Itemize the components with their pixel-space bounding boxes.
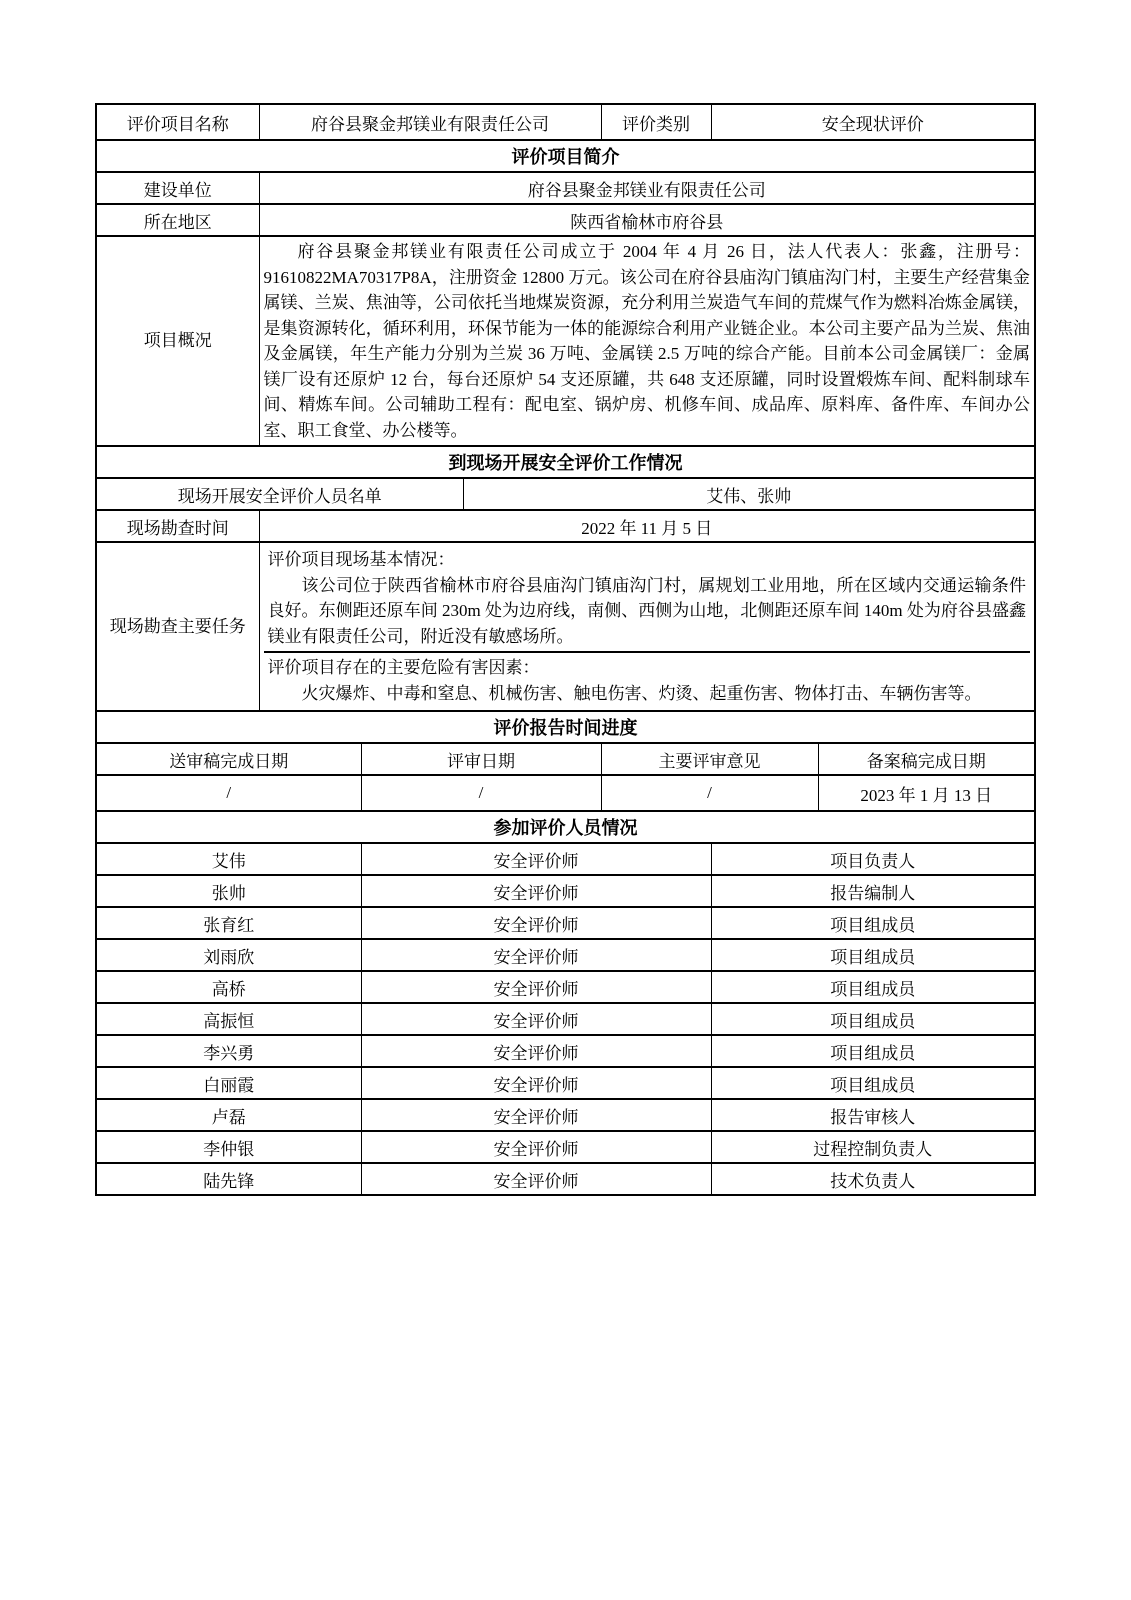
survey-task-label: 现场勘查主要任务 — [96, 542, 259, 711]
section4-header-row — [96, 811, 1035, 843]
personnel-row — [96, 1003, 1035, 1035]
survey-task-part2 — [264, 652, 1031, 708]
personnel-role: 项目组成员 — [711, 939, 1035, 971]
personnel-row — [96, 907, 1035, 939]
personnel-row — [96, 1067, 1035, 1099]
personnel-role: 项目负责人 — [711, 843, 1035, 875]
progress-header-row — [96, 743, 1035, 775]
section2-header-row — [96, 446, 1035, 478]
task-part2-cell — [264, 652, 1031, 708]
personnel-role: 项目组成员 — [711, 1067, 1035, 1099]
personnel-name: 李仲银 — [96, 1131, 361, 1163]
personnel-title: 安全评价师 — [361, 1035, 711, 1067]
location-value: 陕西省榆林市府谷县 — [259, 204, 1035, 236]
personnel-name: 卢磊 — [96, 1099, 361, 1131]
project-header-row — [96, 104, 1035, 140]
personnel-name: 张帅 — [96, 875, 361, 907]
project-overview-text — [259, 236, 1035, 446]
task-part2-title: 评价项目存在的主要危险有害因素： — [267, 658, 540, 677]
task-part1-title: 评价项目现场基本情况： — [267, 550, 455, 569]
category-label: 评价类别 — [601, 104, 711, 140]
section1-title: 评价项目简介 — [96, 140, 1035, 172]
personnel-row — [96, 971, 1035, 1003]
personnel-role: 项目组成员 — [711, 971, 1035, 1003]
survey-time-label: 现场勘查时间 — [96, 510, 259, 542]
progress-header-review-date: 评审日期 — [361, 743, 601, 775]
construct-unit-row — [96, 172, 1035, 204]
task-part2-text: 火灾爆炸、中毒和窒息、机械伤害、触电伤害、灼烫、起重伤害、物体打击、车辆伤害等。 — [301, 683, 982, 703]
personnel-title: 安全评价师 — [361, 1067, 711, 1099]
site-staff-value: 艾伟、张帅 — [463, 478, 1035, 510]
progress-value-record-date: 2023 年 1 月 13 日 — [818, 775, 1035, 811]
project-name-value: 府谷县聚金邦镁业有限责任公司 — [259, 104, 601, 140]
personnel-name: 白丽霞 — [96, 1067, 361, 1099]
personnel-title: 安全评价师 — [361, 843, 711, 875]
personnel-name: 刘雨欣 — [96, 939, 361, 971]
personnel-role: 技术负责人 — [711, 1163, 1035, 1195]
personnel-title: 安全评价师 — [361, 875, 711, 907]
personnel-row — [96, 1131, 1035, 1163]
project-name-label: 评价项目名称 — [96, 104, 259, 140]
construct-unit-label: 建设单位 — [96, 172, 259, 204]
personnel-name: 艾伟 — [96, 843, 361, 875]
project-overview-paragraph: 府谷县聚金邦镁业有限责任公司成立于 2004 年 4 月 26 日，法人代表人：张鑫，注册号：91610822MA70317P8A，注册资金 12800 万元。该公司在府谷县庙沟门镇庙沟门村，主要生产经营集金属镁、兰炭、焦油等，公司依托当地煤炭资源，充分利用兰炭造气车间的荒煤气作为燃料冶炼金属镁，是集资源转化，循环利用，环保节能为一体的能源综合利用产业链企业。本公司主要产品为兰炭、焦油及金属镁，年生产能力分别为兰炭 36 万吨、金属镁 2.5 万吨的综合产能。目前本公司金属镁厂：金属镁厂设有还原炉 12 台，每台还原炉 54 支还原罐，共 648 支还原罐，同时设置煅炼车间、配料制球车间、精炼车间。公司辅助工程有：配电室、锅炉房、机修车间、成品库、原料库、备件库、车间办公室、职工食堂、办公楼等。 — [263, 242, 1031, 440]
section3-title: 评价报告时间进度 — [96, 711, 1035, 743]
personnel-title: 安全评价师 — [361, 971, 711, 1003]
survey-time-row — [96, 510, 1035, 542]
personnel-role: 项目组成员 — [711, 1035, 1035, 1067]
evaluation-report-table — [95, 103, 1036, 1196]
personnel-title: 安全评价师 — [361, 1131, 711, 1163]
personnel-row — [96, 1099, 1035, 1131]
progress-header-review-opinion: 主要评审意见 — [601, 743, 818, 775]
site-staff-row — [96, 478, 1035, 510]
personnel-name: 高桥 — [96, 971, 361, 1003]
progress-value-draft: / — [96, 775, 361, 811]
location-label: 所在地区 — [96, 204, 259, 236]
project-overview-row — [96, 236, 1035, 446]
personnel-role: 报告审核人 — [711, 1099, 1035, 1131]
task-part1-text: 该公司位于陕西省榆林市府谷县庙沟门镇庙沟门村，属规划工业用地，所在区域内交通运输条件良好。东侧距还原车间 230m 处为边府线，南侧、西侧为山地，北侧距还原车间 140m 处为府谷县盛鑫镁业有限责任公司，附近没有敏感场所。 — [267, 575, 1027, 646]
personnel-title: 安全评价师 — [361, 1099, 711, 1131]
survey-task-part1 — [264, 545, 1031, 652]
progress-header-record-date: 备案稿完成日期 — [818, 743, 1035, 775]
personnel-title: 安全评价师 — [361, 939, 711, 971]
personnel-title: 安全评价师 — [361, 1003, 711, 1035]
personnel-title: 安全评价师 — [361, 907, 711, 939]
personnel-title: 安全评价师 — [361, 1163, 711, 1195]
progress-header-draft: 送审稿完成日期 — [96, 743, 361, 775]
personnel-row — [96, 1163, 1035, 1195]
location-row — [96, 204, 1035, 236]
task-part1-cell — [264, 545, 1031, 652]
personnel-name: 陆先锋 — [96, 1163, 361, 1195]
progress-value-review-date: / — [361, 775, 601, 811]
category-value: 安全现状评价 — [711, 104, 1035, 140]
survey-task-row — [96, 542, 1035, 711]
construct-unit-value: 府谷县聚金邦镁业有限责任公司 — [259, 172, 1035, 204]
progress-value-review-opinion: / — [601, 775, 818, 811]
progress-value-row — [96, 775, 1035, 811]
survey-task-content — [259, 542, 1035, 711]
personnel-row — [96, 1035, 1035, 1067]
personnel-role: 项目组成员 — [711, 1003, 1035, 1035]
section3-header-row — [96, 711, 1035, 743]
section1-header-row — [96, 140, 1035, 172]
survey-task-subtable — [264, 545, 1031, 708]
survey-time-value: 2022 年 11 月 5 日 — [259, 510, 1035, 542]
personnel-name: 高振恒 — [96, 1003, 361, 1035]
personnel-name: 张育红 — [96, 907, 361, 939]
site-staff-label: 现场开展安全评价人员名单 — [96, 478, 463, 510]
personnel-row — [96, 875, 1035, 907]
personnel-role: 项目组成员 — [711, 907, 1035, 939]
personnel-name: 李兴勇 — [96, 1035, 361, 1067]
section2-title: 到现场开展安全评价工作情况 — [96, 446, 1035, 478]
personnel-row — [96, 843, 1035, 875]
personnel-role: 报告编制人 — [711, 875, 1035, 907]
section4-title: 参加评价人员情况 — [96, 811, 1035, 843]
project-overview-label: 项目概况 — [96, 236, 259, 446]
personnel-role: 过程控制负责人 — [711, 1131, 1035, 1163]
personnel-row — [96, 939, 1035, 971]
